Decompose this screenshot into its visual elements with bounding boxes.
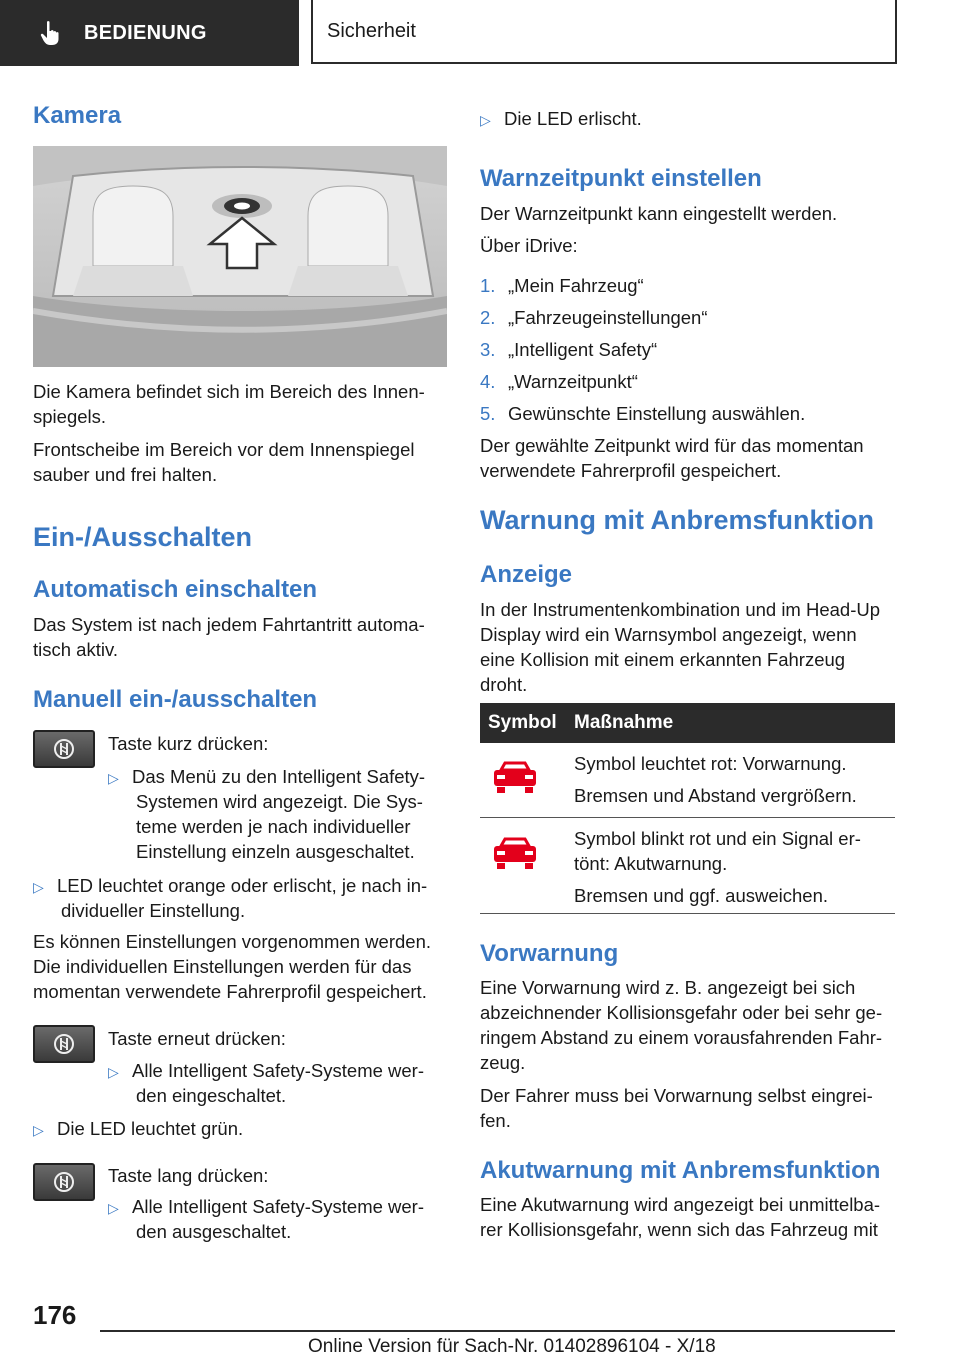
fahrer-text-b: fen. [480,1110,511,1131]
erneut-bullet-a: ▷ Alle Intelligent Safety-Systeme wer- [108,1058,424,1085]
vor-text-a: Eine Vorwarnung wird z. B. angezeigt bei sich [480,977,856,998]
section-tab [0,0,299,66]
kurz-bullet-1a: ▷ Das Menü zu den Intelligent Safety- [108,764,425,791]
led-bullet-a: ▷ LED leuchtet orange oder erlischt, je nach in- [33,873,427,900]
akut-text-b: rer Kollisionsgefahr, wenn sich das Fahrzeug mit [480,1219,878,1240]
gewaehlt-text-a: Der gewählte Zeitpunkt wird für das momentan [480,435,864,456]
kamera-text-1b: spiegels. [33,406,107,427]
kamera-text-2a: Frontscheibe im Bereich vor dem Innenspiegel [33,439,415,460]
es-text-c: momentan verwendete Fahrerprofil gespeichert. [33,981,427,1002]
safety-symbol-icon [53,1171,75,1193]
bullet-icon: ▷ [108,1064,119,1080]
row2-text-c: Bremsen und ggf. ausweichen. [574,885,829,906]
lang-bullet-a: ▷ Alle Intelligent Safety-Systeme wer- [108,1194,424,1221]
erneut-bullet-b: den eingeschaltet. [136,1085,287,1106]
table-divider [480,913,895,914]
led-gruen-bullet: ▷ Die LED leuchtet grün. [33,1116,243,1143]
es-text-a: Es können Einstellungen vorgenommen werden. [33,931,431,952]
ein-ausschalten-heading: Ein-/Ausschalten [33,522,253,552]
kamera-text-1: Die Kamera befindet sich im Bereich des Innen- [33,381,425,402]
vor-text-d: zeug. [480,1052,526,1073]
safety-symbol-icon [53,1033,75,1055]
car-warning-icon [491,836,539,872]
safety-button-image [33,730,95,768]
chapter-tab [311,0,897,64]
hand-pointer-icon [40,20,62,46]
step-4: 4. „Warnzeitpunkt“ [480,371,638,392]
footer-online-version: Online Version für Sach-Nr. 01402896104 - X/18 [308,1336,716,1357]
kurz-label: Taste kurz drücken: [108,733,269,754]
kurz-bullet-1b: Systemen wird angezeigt. Die Sys- [136,791,423,812]
row1-text-b: Bremsen und Abstand vergrößern. [574,785,857,806]
vor-text-b: abzeichnender Kollisionsgefahr oder bei sehr ge- [480,1002,883,1023]
step-3: 3. „Intelligent Safety“ [480,339,658,360]
warn-text-2: Über iDrive: [480,235,578,256]
es-text-b: Die individuellen Einstellungen werden für das [33,956,412,977]
led-bullet-b: dividueller Einstellung. [61,900,246,921]
step-5: 5. Gewünschte Einstellung auswählen. [480,403,806,424]
section-title: BEDIENUNG [84,21,207,44]
anzeige-heading: Anzeige [480,561,573,588]
manuell-heading: Manuell ein-/ausschalten [33,686,318,713]
step-2: 2. „Fahrzeugeinstellungen“ [480,307,708,328]
anbremsfunktion-heading: Warnung mit Anbremsfunktion [480,505,874,535]
lang-label: Taste lang drücken: [108,1165,269,1186]
warn-text-1: Der Warnzeitpunkt kann eingestellt werden. [480,203,838,224]
kurz-bullet-1c: teme werden je nach individueller [136,816,411,837]
akut-text-a: Eine Akutwarnung wird angezeigt bei unmittelba- [480,1194,881,1215]
row2-text-a: Symbol blinkt rot und ein Signal er- [574,828,861,849]
warnzeitpunkt-heading: Warnzeitpunkt einstellen [480,165,762,192]
footer-divider [100,1330,895,1332]
anzeige-text-b: Display wird ein Warnsymbol angezeigt, wenn [480,624,857,645]
table-header [480,703,895,743]
bullet-icon: ▷ [108,770,119,786]
akutwarnung-heading: Akutwarnung mit Anbremsfunktion [480,1157,881,1184]
bullet-icon: ▷ [33,1122,44,1138]
fahrer-text-a: Der Fahrer muss bei Vorwarnung selbst eingrei- [480,1085,873,1106]
auto-text-2: tisch aktiv. [33,639,118,660]
car-warning-icon [491,760,539,796]
anzeige-text-d: droht. [480,674,528,695]
safety-button-image [33,1025,95,1063]
kamera-heading: Kamera [33,102,122,129]
kurz-bullet-1d: Einstellung einzeln ausgeschaltet. [136,841,415,862]
vor-text-c: ringem Abstand zu einem vorausfahrenden Fahr- [480,1027,883,1048]
safety-symbol-icon [53,738,75,760]
col-massnahme: Maßnahme [574,712,674,733]
gewaehlt-text-b: verwendete Fahrerprofil gespeichert. [480,460,782,481]
camera-location-photo [33,146,447,367]
row1-text-a: Symbol leuchtet rot: Vorwarnung. [574,753,847,774]
lang-bullet-b: den ausgeschaltet. [136,1221,292,1242]
table-divider [480,817,895,818]
safety-button-image [33,1163,95,1201]
step-1: 1. „Mein Fahrzeug“ [480,275,644,296]
row2-text-b: tönt: Akutwarnung. [574,853,728,874]
col-symbol: Symbol [488,712,557,733]
chapter-title: Sicherheit [327,19,416,42]
auto-text-1: Das System ist nach jedem Fahrtantritt automa- [33,614,425,635]
erneut-label: Taste erneut drücken: [108,1028,286,1049]
bullet-icon: ▷ [33,879,44,895]
bullet-icon: ▷ [480,112,491,128]
automatisch-heading: Automatisch einschalten [33,576,318,603]
bullet-icon: ▷ [108,1200,119,1216]
anzeige-text-c: eine Kollision mit einem erkannten Fahrzeug [480,649,846,670]
kamera-text-2b: sauber und frei halten. [33,464,218,485]
led-erlischt-bullet: ▷ Die LED erlischt. [480,106,642,133]
page-number: 176 [33,1300,77,1330]
vorwarnung-heading: Vorwarnung [480,940,619,967]
anzeige-text-a: In der Instrumentenkombination und im Head-Up [480,599,881,620]
